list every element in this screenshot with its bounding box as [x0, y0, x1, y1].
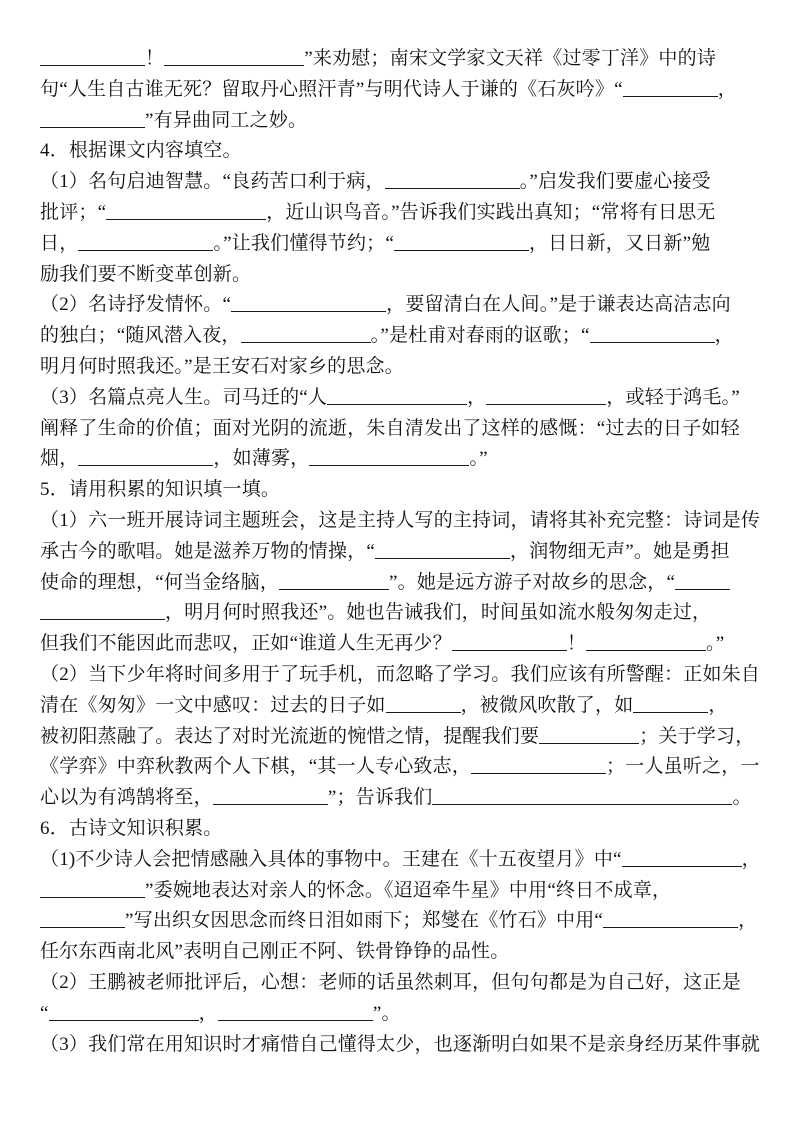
document-line-16 — [40, 506, 759, 537]
text-run: 承古今的歌唱。她是滋养万物的情操，“ — [40, 540, 376, 562]
answer-blank — [78, 453, 213, 466]
document-line-12 — [40, 383, 759, 414]
text-run: 励我们要不断变革创新。 — [40, 263, 252, 285]
document-line-19 — [40, 598, 759, 629]
answer-blank — [623, 84, 718, 97]
text-run: ”。她是远方游子对故乡的思念，“ — [389, 571, 676, 593]
answer-blank — [452, 638, 567, 651]
document-line-32 — [40, 999, 759, 1030]
document-line-2 — [40, 75, 759, 106]
text-run: 使命的理想，“何当金络脑， — [40, 571, 280, 593]
text-run: ，被微风吹散了，如 — [460, 694, 634, 716]
text-run: （3）名篇点亮人生。司马迁的“人 — [40, 386, 328, 408]
text-run: 批评；“ — [40, 201, 107, 223]
document-line-21 — [40, 660, 759, 691]
text-run: ”来劝慰；南宋文学家文天祥《过零丁洋》中的诗 — [304, 48, 717, 69]
document-line-28 — [40, 876, 759, 907]
document-line-27 — [40, 845, 759, 876]
text-run: 被初阳蒸融了。表达了对时光流逝的惋惜之情，提醒我们要 — [40, 725, 540, 747]
answer-blank — [486, 392, 606, 405]
text-run: 心以为有鸿鹄将至， — [40, 787, 213, 809]
answer-blank — [633, 700, 708, 713]
text-run: ， — [714, 325, 734, 347]
text-run: （2）王鹏被老师批评后，心想：老师的话虽然刺耳，但句句都是为自己好，这正是 — [40, 971, 741, 993]
answer-blank — [40, 607, 165, 620]
document-line-15 — [40, 475, 759, 506]
document-line-11 — [40, 352, 759, 383]
document-line-10 — [40, 321, 759, 352]
answer-blank — [164, 53, 304, 66]
answer-blank — [309, 453, 469, 466]
text-run: ， — [738, 910, 758, 932]
answer-blank — [432, 792, 732, 805]
text-run: ，明月何时照我还”。她也告诫我们，时间虽如流水般匆匆走过， — [165, 602, 712, 624]
text-run: ，如薄雾， — [213, 448, 310, 470]
answer-blank — [394, 238, 529, 251]
text-run: （1）六一班开展诗词主题班会，这是主持人写的主持词，请将其补充完整：诗词是传 — [40, 509, 761, 531]
answer-blank — [386, 700, 461, 713]
text-run: ，要留清白在人间。”是于谦表达高洁志向 — [386, 294, 731, 316]
text-run: 。”启发我们要虚心接受 — [519, 171, 711, 193]
answer-blank — [40, 115, 145, 128]
document-line-17 — [40, 537, 759, 568]
text-run: ， — [198, 1002, 218, 1024]
document-line-24 — [40, 752, 759, 783]
text-run: （3）我们常在用知识时才痛惜自己懂得太少，也逐渐明白如果不是亲身经历某件事就 — [40, 1033, 761, 1055]
text-run: （2）当下少年将时间多用于了玩手机，而忽略了学习。我们应该有所警醒：正如朱自 — [40, 663, 761, 685]
answer-blank — [49, 1008, 199, 1021]
text-run: 烟， — [40, 448, 79, 470]
document-line-9 — [40, 290, 759, 321]
document-line-8 — [40, 260, 759, 291]
text-run: （1）名句启迪智慧。“良药苦口利于病， — [40, 171, 385, 193]
answer-blank — [327, 392, 467, 405]
document-line-30 — [40, 937, 759, 968]
text-run: 。”是杜甫对春雨的讴歌；“ — [370, 325, 590, 347]
text-run: 6．古诗文知识积累。 — [40, 817, 223, 839]
text-run: 《学弈》中弈秋教两个人下棋，“其一人专心致志， — [40, 756, 472, 778]
answer-blank — [586, 638, 706, 651]
text-run: ”。 — [372, 1002, 401, 1024]
text-run: 。 — [732, 787, 752, 809]
document-line-33 — [40, 1030, 759, 1061]
text-run: 5．请用积累的知识填一填。 — [40, 479, 281, 501]
document-line-4 — [40, 136, 759, 167]
text-run: 。” — [706, 633, 725, 655]
answer-blank — [279, 577, 389, 590]
text-run: “ — [40, 1002, 49, 1024]
answer-blank — [375, 546, 510, 559]
answer-blank — [213, 792, 328, 805]
answer-blank — [40, 53, 145, 66]
answer-blank — [675, 577, 730, 590]
text-run: ，近山识鸟音。”告诉我们实践出真知；“常将有日思无 — [266, 201, 716, 223]
text-run: 任尔东西南北风”表明自己刚正不阿、铁骨铮铮的品性。 — [40, 941, 510, 963]
text-run: ”写出织女因思念而终日泪如雨下；郑燮在《竹石》中用“ — [125, 910, 604, 932]
text-run: ，润物细无声”。她是勇担 — [510, 540, 730, 562]
text-run: 但我们不能因此而悲叹，正如“谁道人生无再少？ — [40, 633, 452, 655]
answer-blank — [106, 207, 266, 220]
text-run: ， — [741, 848, 761, 870]
text-run: ！ — [145, 48, 165, 69]
answer-blank — [385, 176, 520, 189]
answer-blank — [603, 915, 738, 928]
answer-blank — [40, 915, 125, 928]
text-run: ， — [708, 694, 728, 716]
text-run: ， — [467, 386, 487, 408]
document-line-29 — [40, 906, 759, 937]
document-line-22 — [40, 691, 759, 722]
text-run: ；一人虽听之，一 — [606, 756, 760, 778]
document-line-14 — [40, 444, 759, 475]
answer-blank — [241, 330, 371, 343]
answer-blank — [40, 885, 145, 898]
text-run: 句“人生自古谁无死？留取丹心照汗青”与明代诗人于谦的《石灰吟》“ — [40, 78, 623, 100]
text-run: （2）名诗抒发情怀。“ — [40, 294, 232, 316]
answer-blank — [78, 238, 213, 251]
text-run: 的独白；“随风潜入夜， — [40, 325, 241, 347]
text-run: ”；告诉我们 — [327, 787, 433, 809]
text-run: 清在《匆匆》一文中感叹：过去的日子如 — [40, 694, 386, 716]
document-line-7 — [40, 229, 759, 260]
text-run: ”委婉地表达对亲人的怀念。《迢迢牵牛星》中用“终日不成章， — [145, 879, 672, 901]
document-line-6 — [40, 198, 759, 229]
text-run: 日， — [40, 232, 79, 254]
document-line-5 — [40, 167, 759, 198]
document-line-26 — [40, 814, 759, 845]
text-run: 。”让我们懂得节约；“ — [213, 232, 394, 254]
text-run: ， — [717, 78, 737, 100]
answer-blank — [539, 731, 639, 744]
document-line-23 — [40, 722, 759, 753]
text-run: 明月何时照我还。”是王安石对家乡的思念。 — [40, 355, 404, 377]
document-line-18 — [40, 568, 759, 599]
text-run: 4．根据课文内容填空。 — [40, 140, 242, 162]
document-line-1 — [40, 44, 759, 75]
document-line-20 — [40, 629, 759, 660]
answer-blank — [622, 854, 742, 867]
answer-blank — [590, 330, 715, 343]
text-run: 阐释了生命的价值；面对光阴的流逝，朱自清发出了这样的感慨：“过去的日子如轻 — [40, 417, 740, 439]
text-run: （1)不少诗人会把情感融入具体的事物中。王建在《十五夜望月》中“ — [40, 848, 622, 870]
text-run: ！ — [566, 633, 587, 655]
answer-blank — [231, 299, 386, 312]
text-run: ，日日新，又日新”勉 — [528, 232, 711, 254]
document-line-13 — [40, 414, 759, 445]
answer-blank — [218, 1008, 373, 1021]
text-run: 。” — [469, 448, 488, 470]
text-run: ”有异曲同工之妙。 — [145, 109, 308, 131]
document-line-25 — [40, 783, 759, 814]
text-run: ；关于学习， — [639, 725, 755, 747]
text-run: ，或轻于鸿毛。” — [606, 386, 740, 408]
answer-blank — [471, 761, 606, 774]
document-line-31 — [40, 968, 759, 999]
document-line-3 — [40, 106, 759, 137]
